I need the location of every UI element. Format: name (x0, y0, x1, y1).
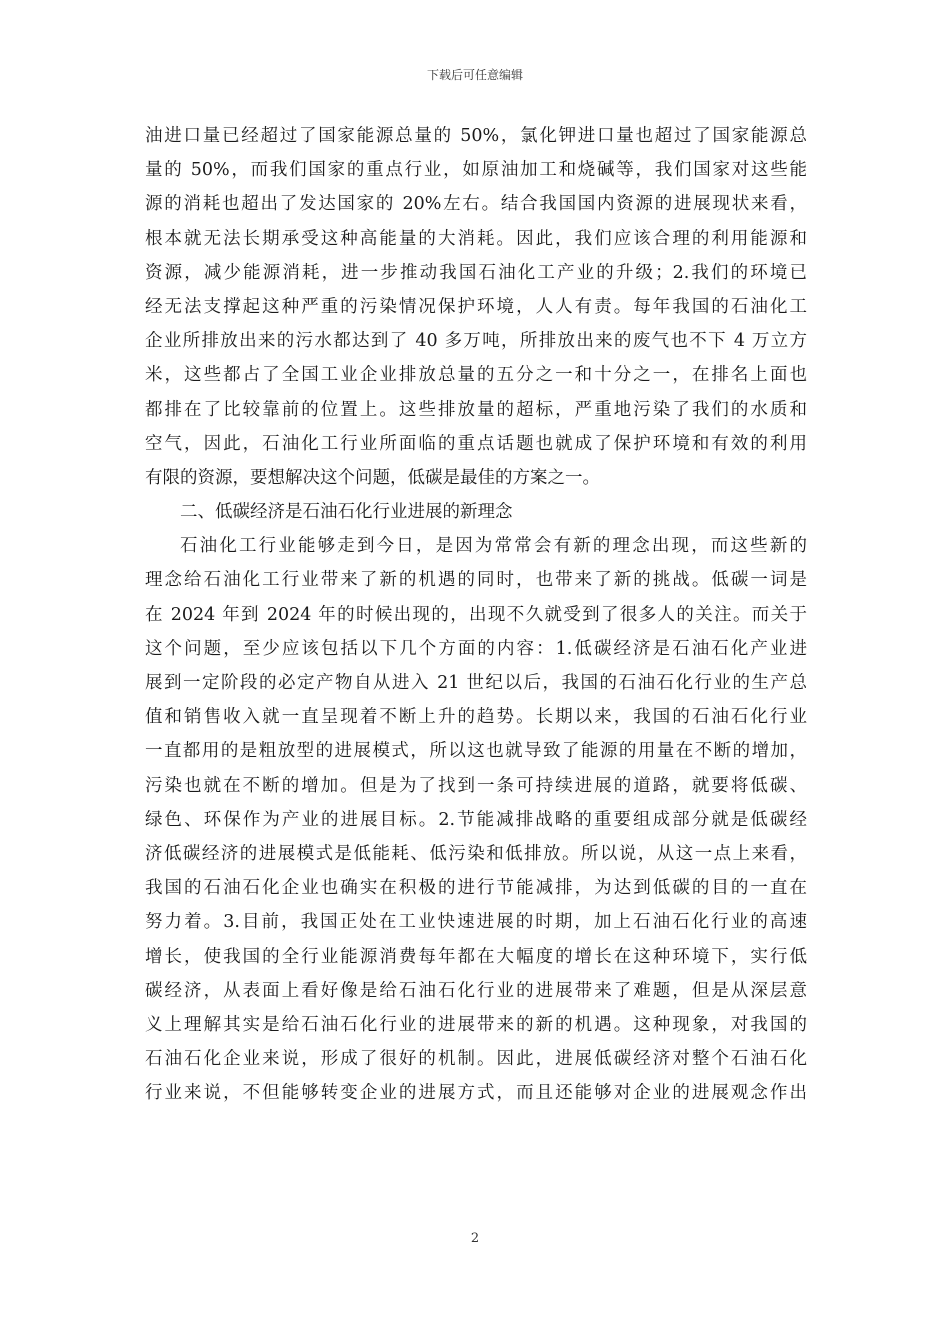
text-line: 企业所排放出来的污水都达到了 40 多万吨，所排放出来的废气也不下 4 万立方 (145, 331, 807, 352)
text-line: 这个问题，至少应该包括以下几个方面的内容：1.低碳经济是石油石化产业进 (145, 638, 807, 659)
text-line: 空气，因此，石油化工行业所面临的重点话题也就成了保护环境和有效的利用 (145, 433, 807, 454)
text-line: 源的消耗也超出了发达国家的 20%左右。结合我国国内资源的进展现状来看， (145, 194, 807, 215)
document-body (145, 119, 807, 1110)
text-line: 行业来说，不但能够转变企业的进展方式，而且还能够对企业的进展观念作出 (145, 1083, 807, 1104)
text-line: 值和销售收入就一直呈现着不断上升的趋势。长期以来，我国的石油石化行业 (145, 707, 807, 728)
text-line: 努力着。3.目前，我国正处在工业快速进展的时期，加上石油石化行业的高速 (145, 912, 807, 933)
text-line: 一直都用的是粗放型的进展模式，所以这也就导致了能源的用量在不断的增加， (145, 741, 807, 762)
text-line: 碳经济，从表面上看好像是给石油石化行业的进展带来了难题，但是从深层意 (145, 980, 807, 1001)
text-line: 量的 50%，而我们国家的重点行业，如原油加工和烧碱等，我们国家对这些能 (145, 160, 807, 181)
text-line: 二、低碳经济是石油石化行业进展的新理念 (180, 502, 513, 523)
text-line: 经无法支撑起这种严重的污染情况保护环境，人人有责。每年我国的石油化工 (145, 296, 807, 317)
text-line: 我国的石油石化企业也确实在积极的进行节能减排，为达到低碳的目的一直在 (145, 878, 807, 899)
text-line: 石油石化企业来说，形成了很好的机制。因此，进展低碳经济对整个石油石化 (145, 1049, 807, 1070)
text-line: 米，这些都占了全国工业企业排放总量的五分之一和十分之一，在排名上面也 (145, 365, 807, 386)
text-line: 在 2024 年到 2024 年的时候出现的，出现不久就受到了很多人的关注。而关于 (145, 604, 807, 625)
text-line: 展到一定阶段的必定产物自从进入 21 世纪以后，我国的石油石化行业的生产总 (145, 673, 807, 693)
text-line: 根本就无法长期承受这种高能量的大消耗。因此，我们应该合理的利用能源和 (145, 228, 807, 249)
text-line: 污染也就在不断的增加。但是为了找到一条可持续进展的道路，就要将低碳、 (145, 775, 807, 796)
text-line: 济低碳经济的进展模式是低能耗、低污染和低排放。所以说，从这一点上来看， (145, 843, 807, 864)
text-line: 增长，使我国的全行业能源消费每年都在大幅度的增长在这种环境下，实行低 (145, 946, 807, 967)
page-number: 2 (470, 1231, 480, 1246)
text-line: 义上理解其实是给石油石化行业的进展带来的新的机遇。这种现象，对我国的 (145, 1014, 807, 1035)
text-line: 都排在了比较靠前的位置上。这些排放量的超标，严重地污染了我们的水质和 (145, 399, 807, 420)
text-line: 理念给石油化工行业带来了新的机遇的同时，也带来了新的挑战。低碳一词是 (145, 570, 807, 591)
page-header: 下载后可任意编辑 (426, 68, 523, 82)
text-line: 绿色、环保作为产业的进展目标。2.节能减排战略的重要组成部分就是低碳经 (145, 809, 807, 830)
text-line: 油进口量已经超过了国家能源总量的 50%，氯化钾进口量也超过了国家能源总 (145, 126, 807, 146)
text-line: 有限的资源，要想解决这个问题，低碳是最佳的方案之一。 (145, 467, 600, 488)
text-line: 资源，减少能源消耗，进一步推动我国石油化工产业的升级；2.我们的环境已 (145, 262, 807, 283)
text-line: 石油化工行业能够走到今日，是因为常常会有新的理念出现，而这些新的 (180, 536, 807, 557)
